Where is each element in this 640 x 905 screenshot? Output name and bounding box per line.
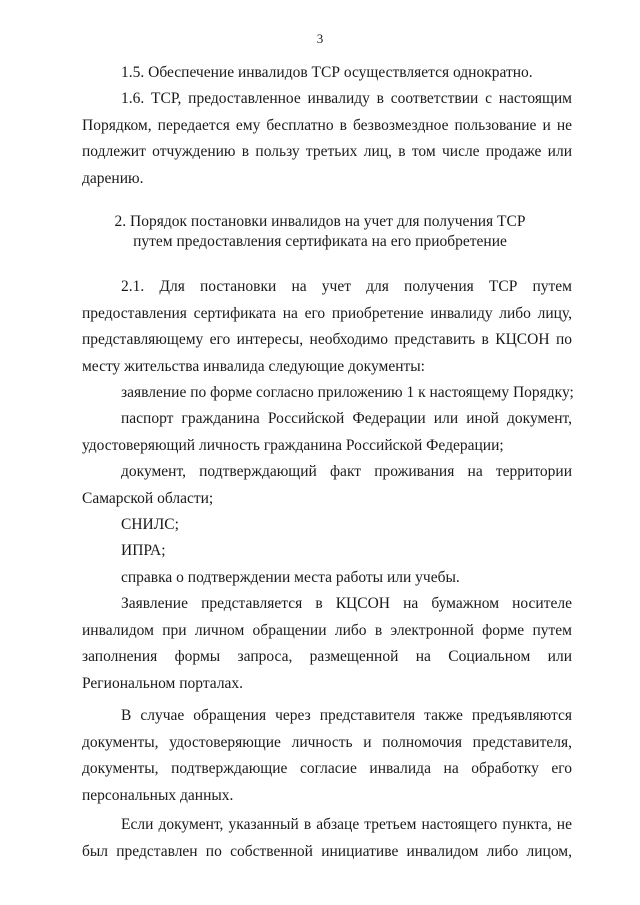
paragraph-line: предоставления сертификата на его приобретение инвалиду либо лицу,: [82, 304, 572, 322]
list-item: [82, 459, 572, 512]
paragraph-line: инвалидом при личном обращении либо в электронной форме путем: [82, 621, 572, 639]
list-item: [82, 406, 572, 459]
paragraph-line: документы, подтверждающие согласие инвалида на обработку его: [82, 760, 572, 777]
list-item-text: документ, подтверждающий факт проживания на территории: [121, 463, 572, 480]
paragraph-if-document: [82, 812, 572, 865]
list-item-text: заявление по форме согласно приложению 1 к настоящему Порядку;: [121, 384, 574, 401]
paragraph-line: 1.6. ТСР, предоставленное инвалиду в соответствии с настоящим: [121, 90, 572, 107]
paragraph-line: представляющему его интересы, необходимо представить в КЦСОН по: [82, 331, 572, 348]
list-item-text: ИПРА;: [121, 542, 166, 559]
paragraph-1-5: [82, 60, 572, 87]
section-heading-line: путем предоставления сертификата на его приобретение: [133, 233, 507, 250]
list-item: [82, 538, 572, 565]
paragraph-line: Региональном порталах.: [82, 674, 244, 692]
section-heading: [0, 212, 640, 252]
list-item-text: паспорт гражданина Российской Федерации или иной документ,: [121, 410, 572, 427]
paragraph-line: Заявление представляется в КЦСОН на бумажном носителе: [121, 595, 572, 612]
paragraph-line: персональных данных.: [82, 786, 234, 804]
list-item-text: удостоверяющий личность гражданина Российской Федерации;: [82, 436, 504, 454]
paragraph-line: документы, удостоверяющие личность и полномочия представителя,: [82, 733, 572, 751]
paragraph-line: был представлен по собственной инициативе инвалидом либо лицом,: [82, 842, 572, 860]
paragraph-line: Если документ, указанный в абзаце третьем настоящего пункта, не: [121, 816, 572, 833]
section-heading-line: 2. Порядок постановки инвалидов на учет для получения ТСР: [114, 213, 526, 230]
paragraph-1-6: [82, 86, 572, 192]
paragraph-line: В случае обращения через представителя также предъявляются: [121, 707, 572, 724]
list-item: [82, 380, 572, 407]
paragraph-line: месту жительства инвалида следующие документы:: [82, 357, 425, 375]
paragraph-line: дарению.: [82, 169, 144, 187]
paragraph-line: заполнения формы запроса, размещенной на Социальном или: [82, 648, 572, 665]
paragraph-line: Порядком, передается ему бесплатно в безвозмездное пользование и не: [82, 116, 572, 134]
paragraph-representative: [82, 703, 572, 809]
list-item-text: справка о подтверждении места работы или учебы.: [121, 569, 460, 586]
paragraph-line: подлежит отчуждению в пользу третьих лиц, в том числе продаже или: [82, 143, 572, 160]
page-number: 3: [316, 31, 324, 46]
list-item: [82, 512, 572, 539]
list-item-text: Самарской области;: [82, 489, 214, 507]
paragraph-2-1: [82, 274, 572, 380]
paragraph-line: 1.5. Обеспечение инвалидов ТСР осуществляется однократно.: [121, 64, 533, 81]
list-item-text: СНИЛС;: [121, 516, 179, 533]
list-item: [82, 565, 572, 592]
paragraph-line: 2.1. Для постановки на учет для получения ТСР путем: [121, 278, 572, 295]
paragraph-application: [82, 591, 572, 697]
